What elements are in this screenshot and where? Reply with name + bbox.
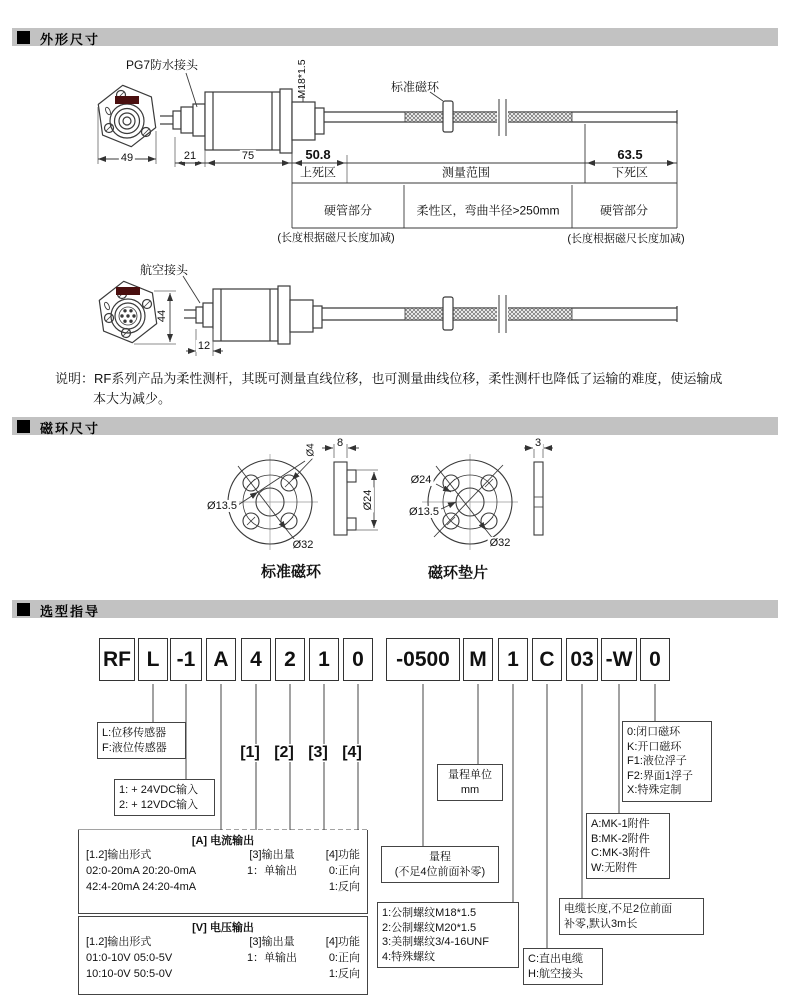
table-title: [V] 电压输出 (192, 922, 254, 934)
dim-body: 75 (241, 149, 255, 162)
range-unit-legend (437, 764, 503, 801)
description-line1: 说明：RF系列产品为柔性测杆，其既可测量直线位移，也可测量曲线位移，柔性测杆也降低了运输的难度，使运输成 (55, 371, 723, 386)
accessory-legend (586, 813, 670, 879)
ring-type-legend (622, 721, 712, 802)
legend-line: L:位移传感器 (102, 727, 167, 739)
table-header-cell: [1.2]输出形式 (86, 849, 152, 861)
legend-line: mm (460, 783, 480, 796)
legend-line: 4:特殊螺纹 (382, 950, 436, 963)
legend-line: A:MK-1附件 (591, 818, 650, 830)
standard-ring-drawing (222, 444, 378, 550)
table-header-cell: [4]功能 (325, 936, 360, 948)
table-cell: 0:正向 (328, 952, 360, 964)
length-note-left: (长度根据磁尺长度加减) (277, 231, 395, 244)
legend-line: 补零,默认3m长 (564, 917, 638, 930)
legend-line: F2:界面1浮子 (627, 769, 694, 782)
table-cell: 1：单输出 (246, 952, 298, 964)
code-box-cable-exit: C (532, 638, 562, 681)
table-cell: 1：单输出 (246, 865, 298, 877)
hard-tube-right-label: 硬管部分 (599, 203, 649, 218)
sensor-type-legend (97, 722, 186, 759)
section-header-outline (12, 28, 778, 46)
position-label-2: [2] (274, 744, 294, 761)
legend-line: B:MK-2附件 (591, 832, 650, 845)
legend-line: 1:公制螺纹M18*1.5 (382, 907, 477, 919)
dim-std-outer: Ø32 (292, 538, 314, 551)
table-title: [A] 电流输出 (191, 835, 255, 847)
code-box-digit4: 0 (343, 638, 373, 681)
table-header-cell: [3]输出量 (249, 936, 295, 948)
table-header-cell: [1.2]输出形式 (86, 936, 152, 948)
table-cell: 02:0-20mA 20:20-0mA (86, 865, 197, 877)
lower-dead-zone-label: 下死区 (611, 165, 649, 180)
description-line2: 本大为减少。 (93, 391, 172, 406)
spacer-ring-drawing (422, 444, 553, 550)
table-cell: 42:4-20mA 24:20-4mA (86, 881, 197, 893)
table-cell: 01:0-10V 05:0-5V (86, 952, 173, 964)
flexible-zone-label: 柔性区，弯曲半径>250mm (416, 203, 560, 218)
table-cell: 1:反向 (328, 881, 360, 893)
dim-std-hole: Ø13.5 (207, 499, 237, 512)
section-bullet-icon (17, 420, 30, 433)
dim-gland: 21 (183, 149, 197, 162)
dim-std-thickness: 8 (336, 436, 344, 449)
code-box-thread: 1 (498, 638, 528, 681)
dim-spacer-hub: Ø24 (410, 473, 432, 486)
legend-line: F:液位传感器 (102, 741, 167, 754)
upper-dead-zone-label: 上死区 (299, 165, 337, 180)
position-label-1: [1] (240, 744, 260, 761)
section-bullet-icon (17, 31, 30, 44)
legend-line: (不足4位前面补零) (394, 865, 486, 878)
section-title: 外形尺寸 (40, 32, 101, 47)
legend-line: W:无附件 (591, 861, 638, 874)
dim-spacer-outer: Ø32 (489, 536, 511, 549)
position-label-4: [4] (342, 744, 362, 761)
length-note-right: (长度根据磁尺长度加减) (567, 232, 685, 245)
table-cell: 10:10-0V 50:5-0V (86, 968, 173, 980)
hard-tube-left-label: 硬管部分 (323, 203, 373, 218)
code-box-unit: M (463, 638, 493, 681)
thread-spec-label: M18*1.5 (296, 59, 309, 99)
position-label-3: [3] (308, 744, 328, 761)
aviation-connector-label: 航空接头 (140, 263, 189, 277)
dim-gland2: 12 (197, 339, 211, 352)
table-cell: 1:反向 (328, 968, 360, 980)
code-box-digit1: 4 (241, 638, 271, 681)
code-box-digit2: 2 (275, 638, 305, 681)
legend-line: 2:公制螺纹M20*1.5 (382, 921, 477, 934)
legend-line: X:特殊定制 (627, 784, 682, 797)
table-cell: 0:正向 (328, 865, 360, 877)
power-legend (114, 779, 215, 816)
measure-range-label: 测量范围 (441, 165, 491, 180)
section-title: 选型指导 (40, 604, 101, 619)
legend-line: C:MK-3附件 (591, 847, 651, 860)
outline-drawing-2 (99, 276, 677, 356)
table-header-cell: [3]输出量 (249, 849, 295, 861)
cable-exit-legend (523, 948, 603, 985)
code-box-cable-len: 03 (566, 638, 598, 681)
dim-std-hub: Ø24 (361, 489, 374, 511)
code-box-accessory: -W (601, 638, 637, 681)
standard-magnet-label: 标准磁环 (391, 80, 440, 94)
code-box-range: -0500 (386, 638, 460, 681)
standard-ring-caption: 标准磁环 (260, 563, 322, 581)
legend-line: H:航空接头 (528, 967, 583, 980)
code-box-ring-type: 0 (640, 638, 670, 681)
legend-line: C:直出电缆 (528, 953, 583, 965)
code-box-series: RF (99, 638, 135, 681)
section-header-ring (12, 417, 778, 435)
cable-length-legend (559, 898, 704, 935)
legend-line: 0:闭口磁环 (627, 726, 681, 738)
dim-flange2-height: 44 (155, 309, 168, 323)
section-header-selection (12, 600, 778, 618)
section-bullet-icon (17, 603, 30, 616)
section-title: 磁环尺寸 (40, 421, 101, 436)
legend-line: 1: + 24VDC输入 (119, 784, 199, 796)
dim-std-screw: Ø4 (305, 443, 317, 457)
dim-lower-dead: 63.5 (617, 146, 643, 162)
voltage-output-table (78, 916, 368, 995)
legend-line: 2: + 12VDC输入 (119, 798, 199, 811)
legend-line: 量程 (429, 851, 451, 863)
spacer-ring-caption: 磁环垫片 (427, 564, 489, 582)
table-header-cell: [4]功能 (325, 849, 360, 861)
brand-logo (115, 96, 139, 104)
dim-spacer-thickness: 3 (534, 436, 542, 449)
thread-legend (377, 902, 519, 968)
current-output-table (78, 830, 368, 914)
dim-upper-dead: 50.8 (305, 146, 331, 162)
legend-line: 电缆长度,不足2位前面 (564, 903, 673, 915)
dim-flange-width: 49 (120, 151, 134, 164)
brand-logo (116, 287, 140, 295)
legend-line: F1:液位浮子 (627, 755, 687, 768)
code-box-sensor-type: L (138, 638, 168, 681)
code-box-output-kind: A (206, 638, 236, 681)
range-legend (381, 846, 499, 883)
dim-spacer-hole: Ø13.5 (409, 505, 439, 518)
legend-line: 3:美制螺纹3/4-16UNF (382, 936, 489, 949)
code-box-digit3: 1 (309, 638, 339, 681)
table-cell (236, 966, 308, 982)
code-box-power: -1 (170, 638, 202, 681)
pg7-connector-label: PG7防水接头 (126, 58, 199, 72)
table-cell (236, 879, 308, 895)
legend-line: K:开口磁环 (627, 740, 682, 753)
legend-line: 量程单位 (448, 769, 492, 781)
